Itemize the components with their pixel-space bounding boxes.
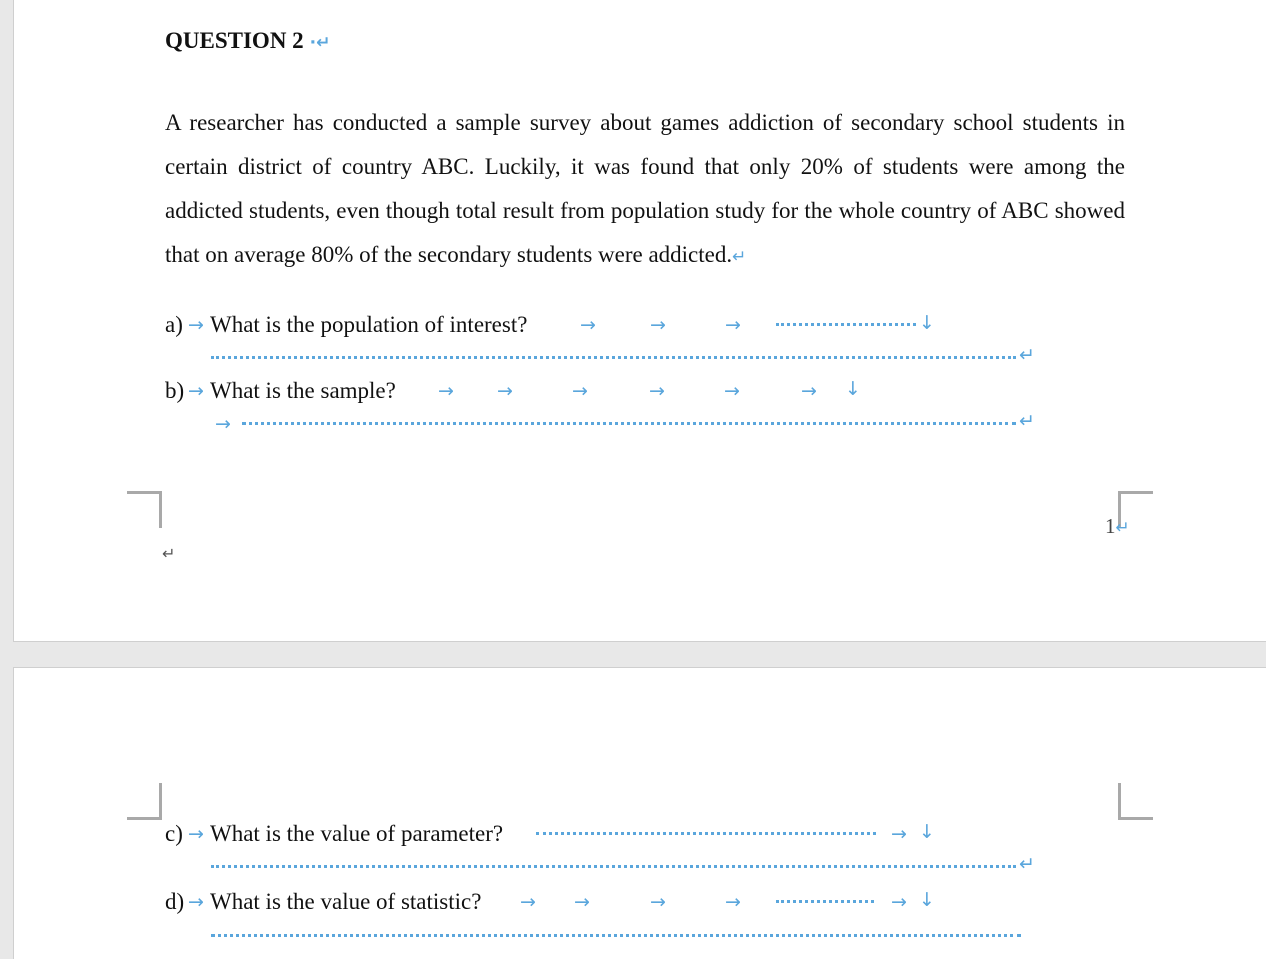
tab-arrow-icon: → <box>580 314 596 336</box>
tab-arrow-icon: → <box>188 314 204 336</box>
tab-arrow-icon: → <box>891 823 907 845</box>
page-number <box>1105 514 1130 539</box>
answer-blank[interactable] <box>776 900 874 903</box>
question-label-c: c) <box>165 821 183 846</box>
tab-arrow-icon: → <box>724 380 740 402</box>
question-text-b: What is the sample? <box>210 378 396 403</box>
answer-blank[interactable] <box>776 323 916 326</box>
question-text-a: What is the population of interest? <box>210 312 528 337</box>
tab-arrow-icon: → <box>572 380 588 402</box>
answer-blank[interactable] <box>211 865 1016 868</box>
line-break-icon: ↓ <box>845 378 861 400</box>
tab-arrow-icon: → <box>891 891 907 913</box>
question-label-d: d) <box>165 889 185 914</box>
paragraph-mark-icon: ↵ <box>1019 410 1035 432</box>
tab-arrow-icon: → <box>497 380 513 402</box>
answer-blank[interactable] <box>211 934 1021 937</box>
tab-arrow-icon: → <box>725 891 741 913</box>
tab-arrow-icon: → <box>188 380 204 402</box>
tab-arrow-icon: → <box>650 314 666 336</box>
crop-mark-top-right <box>1118 783 1153 820</box>
tab-arrow-icon: → <box>725 314 741 336</box>
line-break-icon: ↓ <box>919 312 935 334</box>
paragraph-mark-icon: ↵ <box>1019 853 1035 875</box>
empty-paragraph-mark-icon: ↵ <box>162 544 176 563</box>
question-label-b: b) <box>165 378 185 403</box>
paragraph-mark-icon: ↵ <box>316 33 331 53</box>
answer-blank[interactable] <box>242 422 1016 425</box>
question-label-a: a) <box>165 312 183 337</box>
line-break-icon: ↓ <box>919 889 935 911</box>
tab-arrow-icon: → <box>574 891 590 913</box>
line-break-icon: ↓ <box>919 821 935 843</box>
tab-arrow-icon: → <box>649 380 665 402</box>
document-page-2 <box>13 667 1266 959</box>
tab-arrow-icon: → <box>438 380 454 402</box>
paragraph-text: A researcher has conducted a sample survey about games addiction of secondary school students in certain district of country ABC. Luckily, it was found that only 20% of students were among the addicted students, even though total result from population study for the whole country of ABC showed that on average 80% of the secondary students were addicted. <box>165 110 1125 267</box>
answer-blank[interactable] <box>536 832 876 835</box>
tab-arrow-icon: → <box>801 380 817 402</box>
crop-mark-top-left <box>127 783 162 820</box>
crop-mark-bottom-left <box>127 491 162 528</box>
tab-arrow-icon: → <box>188 891 204 913</box>
tab-arrow-icon: → <box>188 823 204 845</box>
paragraph-mark: · <box>303 33 317 53</box>
heading-text: QUESTION 2 <box>165 28 304 53</box>
paragraph-mark-icon: ↵ <box>1019 344 1035 366</box>
question-heading <box>165 28 330 54</box>
paragraph-mark-icon: ↵ <box>1115 518 1130 538</box>
question-paragraph <box>165 101 1125 279</box>
tab-arrow-icon: → <box>650 891 666 913</box>
page-number-text: 1 <box>1105 514 1116 538</box>
question-text-c: What is the value of parameter? <box>210 821 504 846</box>
tab-arrow-icon: → <box>215 413 231 435</box>
answer-blank[interactable] <box>211 356 1016 359</box>
tab-arrow-icon: → <box>520 891 536 913</box>
paragraph-mark-icon: ↵ <box>732 247 747 267</box>
question-text-d: What is the value of statistic? <box>210 889 482 914</box>
document-page-1 <box>13 0 1266 642</box>
